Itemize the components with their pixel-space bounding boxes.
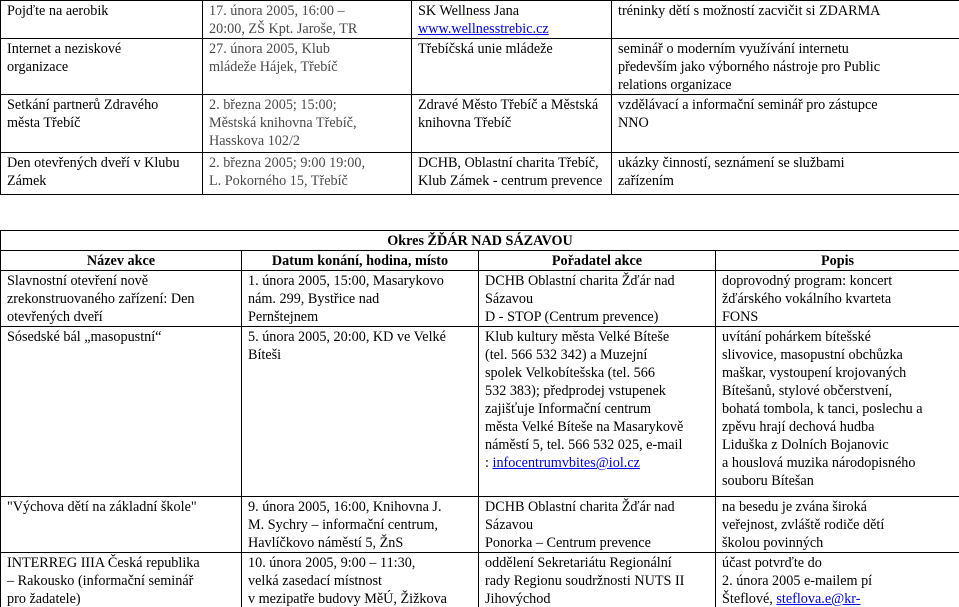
- header-row: [1, 251, 959, 271]
- event-date-cell: 10. února 2005, 9:00 – 11:30, velká zasedací místnost v mezipatře budovy MěÚ, Žižkova: [242, 553, 479, 607]
- event-date-cell: 9. února 2005, 16:00, Knihovna J. M. Sychry – informační centrum, Havlíčkovo náměstí 5, ŽnS: [242, 497, 479, 553]
- event-description-cell: účast potvrďte do 2. února 2005 e-mailem pí Šteflové, steflova.e@kr-: [716, 553, 959, 607]
- region-title: Okres ŽĎÁR NAD SÁZAVOU: [1, 231, 959, 251]
- event-description-cell: na besedu je zvána široká veřejnost, zvláště rodiče dětí školou povinných: [716, 497, 959, 553]
- event-organizer-cell: oddělení Sekretariátu Regionální rady Regionu soudržnosti NUTS II Jihovýchod: [479, 553, 716, 607]
- event-name-cell: Setkání partnerů Zdravého města Třebíč: [1, 95, 203, 153]
- event-name-cell: INTERREG IIIA Česká republika – Rakousko (informační seminář pro žadatele): [1, 553, 242, 607]
- event-date-cell: 2. března 2005; 9:00 19:00, L. Pokorného 15, Třebíč: [203, 153, 412, 195]
- column-header-description: Popis: [716, 251, 959, 271]
- table-row: [1, 271, 959, 327]
- event-date-cell: 1. února 2005, 15:00, Masarykovo nám. 299, Bystřice nad Pernštejnem: [242, 271, 479, 327]
- event-organizer-cell: DCHB Oblastní charita Žďár nad Sázavou D - STOP (Centrum prevence): [479, 271, 716, 327]
- event-name-cell: Internet a neziskové organizace: [1, 39, 203, 95]
- table-row: [1, 39, 959, 95]
- event-organizer-cell: Třebíčská unie mládeže: [412, 39, 612, 95]
- email-link[interactable]: steflova.e@kr-: [776, 591, 861, 607]
- event-date-cell: 2. března 2005; 15:00; Městská knihovna Třebíč, Hasskova 102/2: [203, 95, 412, 153]
- region-title-row: [1, 231, 959, 251]
- event-organizer-cell: Zdravé Město Třebíč a Městská knihovna Třebíč: [412, 95, 612, 153]
- column-header-name: Název akce: [1, 251, 242, 271]
- events-table-trebic: [0, 0, 959, 195]
- event-description-cell: doprovodný program: koncert žďárského vokálního kvarteta FONS: [716, 271, 959, 327]
- event-name-cell: "Výchova dětí na základní škole": [1, 497, 242, 553]
- event-name-cell: Den otevřených dveří v Klubu Zámek: [1, 153, 203, 195]
- event-organizer-cell: DCHB Oblastní charita Žďár nad Sázavou Ponorka – Centrum prevence: [479, 497, 716, 553]
- table-row: [1, 553, 959, 607]
- table-row: [1, 153, 959, 195]
- event-description-cell: uvítání pohárkem bítešské slivovice, masopustní obchůzka maškar, vystoupení krojovaných Bítešanů, stylové občerstvení, bohatá tombola, k tanci, poslechu a zpěvu hrají dechová hudba Liduška z Dolních Bojanovic a houslová muzika národopisného souboru Bítešan: [716, 327, 959, 497]
- events-table-zdar: [0, 230, 959, 607]
- event-date-cell: 17. února 2005, 16:00 – 20:00, ZŠ Kpt. Jaroše, TR: [203, 1, 412, 39]
- event-date-cell: 27. února 2005, Klub mládeže Hájek, Třebíč: [203, 39, 412, 95]
- event-description-cell: vzdělávací a informační seminář pro zástupce NNO: [612, 95, 959, 153]
- event-date-cell: 5. února 2005, 20:00, KD ve Velké Bíteši: [242, 327, 479, 497]
- table-row: [1, 497, 959, 553]
- event-name-cell: Slavnostní otevření nově zrekonstruovaného zařízení: Den otevřených dveří: [1, 271, 242, 327]
- event-organizer-cell: SK Wellness Jana www.wellnesstrebic.cz: [412, 1, 612, 39]
- organizer-link[interactable]: www.wellnesstrebic.cz: [418, 21, 549, 37]
- event-organizer-cell: DCHB, Oblastní charita Třebíč, Klub Zámek - centrum prevence: [412, 153, 612, 195]
- table-row: [1, 1, 959, 39]
- table-row: [1, 327, 959, 497]
- column-header-date: Datum konání, hodina, místo: [242, 251, 479, 271]
- event-organizer-cell: Klub kultury města Velké Bíteše (tel. 566 532 342) a Muzejní spolek Velkobítešska (tel. 566 532 383); předprodej vstupenek zajišťuje Informační centrum města Velké Bíteše na Masarykově náměstí 5, tel. 566 532 025, e-mail : infocentrumvbites@iol.cz: [479, 327, 716, 497]
- event-name-cell: Sósedské bál „masopustní“: [1, 327, 242, 497]
- email-link[interactable]: infocentrumvbites@iol.cz: [492, 455, 640, 471]
- event-description-cell: seminář o moderním využívání internetu především jako výborného nástroje pro Public relations organizace: [612, 39, 959, 95]
- event-name-cell: Pojďte na aerobik: [1, 1, 203, 39]
- table-row: [1, 95, 959, 153]
- column-header-organizer: Pořadatel akce: [479, 251, 716, 271]
- event-description-cell: tréninky dětí s možností zacvičit si ZDARMA: [612, 1, 959, 39]
- event-description-cell: ukázky činností, seznámení se službami zařízením: [612, 153, 959, 195]
